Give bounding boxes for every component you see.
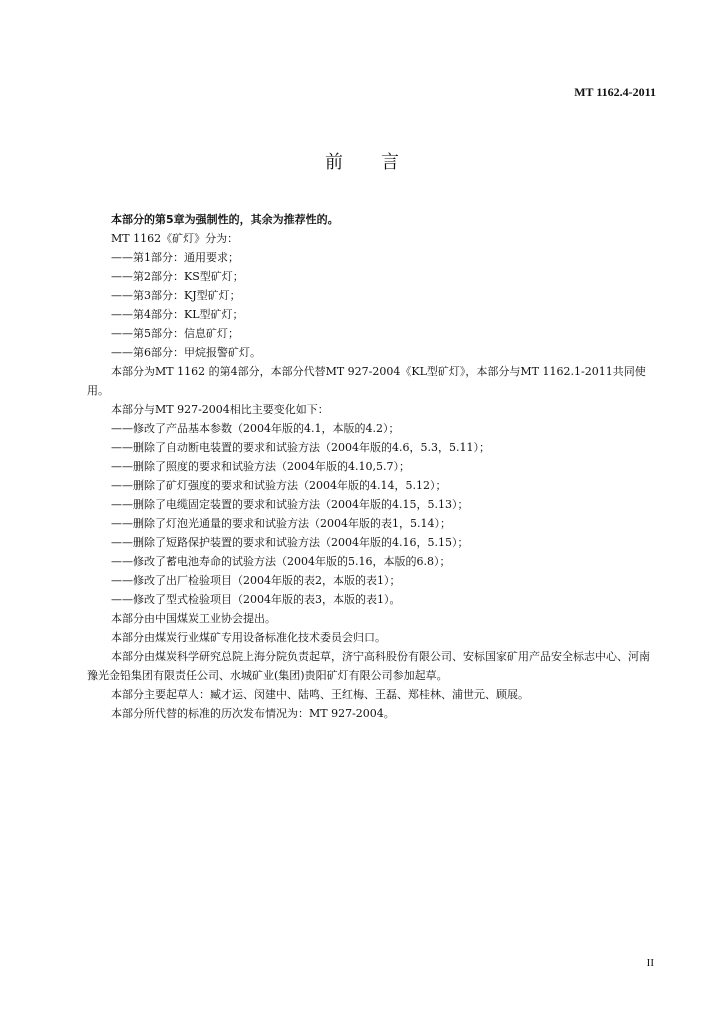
page-number: II [646, 957, 654, 969]
preface-title: 前言 [325, 152, 437, 173]
list-item-change-4: ——删除了矿灯强度的要求和试验方法（2004年版的4.14，5.12）； [111, 479, 447, 492]
list-item-change-3: ——删除了照度的要求和试验方法（2004年版的4.10,5.7）； [111, 460, 410, 473]
list-item-change-7: ——删除了短路保护装置的要求和试验方法（2004年版的4.16，5.15）； [111, 536, 469, 549]
list-item-change-2: ——删除了自动断电装置的要求和试验方法（2004年版的4.6，5.3，5.11）； [111, 441, 490, 454]
list-item-part-1: ——第1部分：通用要求； [111, 251, 239, 264]
paragraph-proposer: 本部分由中国煤炭工业协会提出。 [111, 612, 276, 625]
paragraph-replacement: 本部分为MT 1162 的第4部分，本部分代替MT 927-2004《KL型矿灯》，本部分与MT 1162.1-2011共同使用。 [87, 365, 646, 397]
list-item-change-5: ——删除了电缆固定装置的要求和试验方法（2004年版的4.15，5.13）； [111, 498, 469, 511]
list-item-part-6: ——第6部分：甲烷报警矿灯。 [111, 346, 261, 359]
list-item-change-1: ——修改了产品基本参数（2004年版的4.1，本版的4.2）； [111, 422, 400, 435]
list-item-part-4: ——第4部分：KL型矿灯； [111, 308, 244, 321]
list-item-change-9: ——修改了出厂检验项目（2004年版的表2，本版的表1）； [111, 574, 401, 587]
standard-number: MT 1162.4-2011 [574, 85, 656, 99]
preface-body [87, 210, 657, 723]
list-item-part-3: ——第3部分：KJ型矿灯； [111, 289, 241, 302]
paragraph-drafting-organizations: 本部分由煤炭科学研究总院上海分院负责起草，济宁高科股份有限公司、安标国家矿用产品安全标志中心、河南豫光金铅集团有限责任公司、水城矿业(集团)贵阳矿灯有限公司参加起草。 [87, 650, 650, 682]
list-item-change-10: ——修改了型式检验项目（2004年版的表3，本版的表1）。 [111, 593, 401, 606]
list-item-change-8: ——修改了蓄电池寿命的试验方法（2004年版的5.16，本版的6.8）； [111, 555, 451, 568]
list-item-part-2: ——第2部分：KS型矿灯； [111, 270, 244, 283]
paragraph-parts-intro: MT 1162《矿灯》分为： [111, 232, 239, 245]
list-item-change-6: ——删除了灯泡光通量的要求和试验方法（2004年版的表1，5.14）； [111, 517, 451, 530]
paragraph-main-drafters: 本部分主要起草人：臧才运、闵建中、陆鸣、王红梅、王磊、郑桂林、浦世元、顾展。 [111, 688, 529, 701]
paragraph-changes-intro: 本部分与MT 927-2004相比主要变化如下： [111, 403, 329, 416]
list-item-part-5: ——第5部分：信息矿灯； [111, 327, 239, 340]
paragraph-technical-committee: 本部分由煤炭行业煤矿专用设备标准化技术委员会归口。 [111, 631, 386, 644]
paragraph-mandatory-note: 本部分的第5章为强制性的，其余为推荐性的。 [111, 213, 339, 226]
paragraph-release-history: 本部分所代替的标准的历次发布情况为：MT 927-2004。 [111, 707, 395, 720]
